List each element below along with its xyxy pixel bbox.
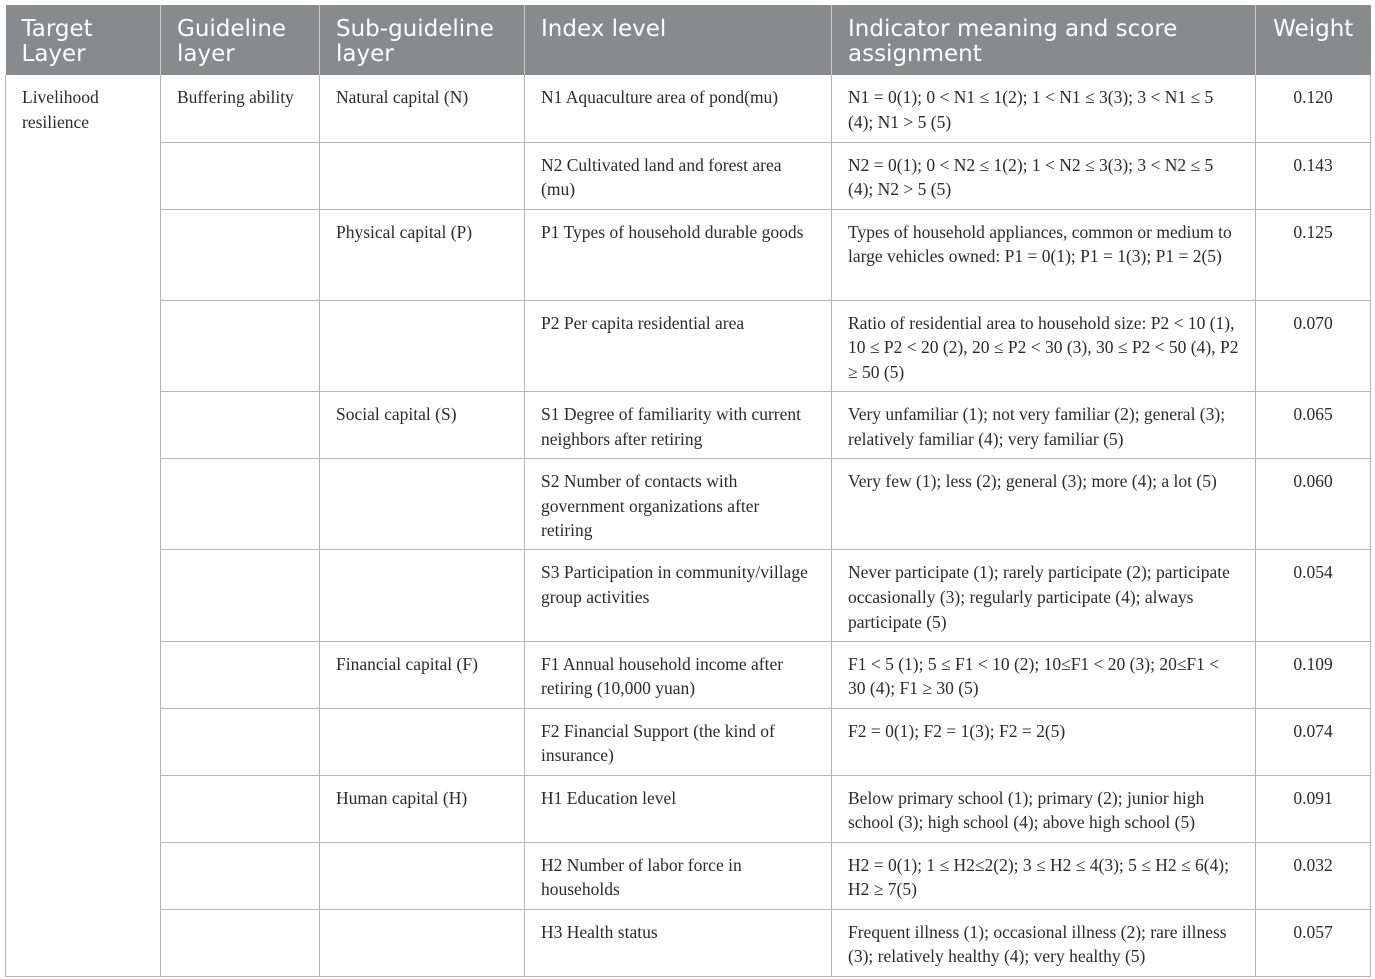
cell-sub-guideline-layer [320,550,525,641]
header-sub-guideline-layer: Sub-guideline layer [320,5,525,75]
cell-target-layer: Livelihood resilience [6,75,161,142]
cell-weight: 0.091 [1256,775,1371,842]
table-row [6,391,1371,458]
cell-weight: 0.074 [1256,708,1371,775]
cell-index-level: S1 Degree of familiarity with current neighbors after retiring [525,391,832,458]
cell-sub-guideline-layer [320,458,525,549]
header-weight: Weight [1256,5,1371,75]
cell-target-layer [6,641,161,708]
cell-sub-guideline-layer [320,909,525,976]
cell-indicator-meaning: Never participate (1); rarely participate (2); participate occasionally (3); regularly participate (4); always participate (5) [832,550,1256,641]
cell-guideline-layer [161,708,320,775]
cell-indicator-meaning: F1 < 5 (1); 5 ≤ F1 < 10 (2); 10≤F1 < 20 (3); 20≤F1 < 30 (4); F1 ≥ 30 (5) [832,641,1256,708]
table-row [6,842,1371,909]
cell-indicator-meaning: Very unfamiliar (1); not very familiar (2); general (3); relatively familiar (4); very familiar (5) [832,391,1256,458]
cell-sub-guideline-layer: Social capital (S) [320,391,525,458]
cell-guideline-layer [161,209,320,300]
header-index-level: Index level [525,5,832,75]
table-row [6,775,1371,842]
cell-target-layer [6,142,161,209]
cell-weight: 0.065 [1256,391,1371,458]
cell-index-level: S2 Number of contacts with government organizations after retiring [525,458,832,549]
cell-sub-guideline-layer [320,142,525,209]
cell-indicator-meaning: N2 = 0(1); 0 < N2 ≤ 1(2); 1 < N2 ≤ 3(3); 3 < N2 ≤ 5 (4); N2 > 5 (5) [832,142,1256,209]
cell-weight: 0.032 [1256,842,1371,909]
indicator-table [5,5,1371,977]
cell-guideline-layer: Buffering ability [161,75,320,142]
cell-guideline-layer [161,842,320,909]
cell-indicator-meaning: Frequent illness (1); occasional illness (2); rare illness (3); relatively healthy (4); very healthy (5) [832,909,1256,976]
cell-sub-guideline-layer [320,300,525,391]
table-row [6,75,1371,142]
table-row [6,909,1371,976]
cell-weight: 0.125 [1256,209,1371,300]
cell-index-level: F2 Financial Support (the kind of insurance) [525,708,832,775]
cell-index-level: H1 Education level [525,775,832,842]
cell-index-level: N1 Aquaculture area of pond(mu) [525,75,832,142]
cell-index-level: F1 Annual household income after retiring (10,000 yuan) [525,641,832,708]
cell-indicator-meaning: Types of household appliances, common or medium to large vehicles owned: P1 = 0(1); P1 = 1(3); P1 = 2(5) [832,209,1256,300]
cell-target-layer [6,909,161,976]
cell-sub-guideline-layer: Financial capital (F) [320,641,525,708]
cell-target-layer [6,842,161,909]
cell-guideline-layer [161,641,320,708]
cell-target-layer [6,708,161,775]
cell-guideline-layer [161,909,320,976]
cell-index-level: H2 Number of labor force in households [525,842,832,909]
cell-weight: 0.057 [1256,909,1371,976]
cell-index-level: N2 Cultivated land and forest area (mu) [525,142,832,209]
header-target-layer: Target Layer [6,5,161,75]
table-row [6,550,1371,641]
table-container [5,5,1370,977]
cell-weight: 0.143 [1256,142,1371,209]
cell-weight: 0.070 [1256,300,1371,391]
cell-indicator-meaning: Below primary school (1); primary (2); junior high school (3); high school (4); above high school (5) [832,775,1256,842]
cell-guideline-layer [161,300,320,391]
cell-sub-guideline-layer [320,842,525,909]
cell-guideline-layer [161,458,320,549]
cell-guideline-layer [161,775,320,842]
cell-target-layer [6,550,161,641]
cell-indicator-meaning: Ratio of residential area to household size: P2 < 10 (1), 10 ≤ P2 < 20 (2), 20 ≤ P2 < 30 (3), 30 ≤ P2 < 50 (4), P2 ≥ 50 (5) [832,300,1256,391]
cell-weight: 0.060 [1256,458,1371,549]
table-header-row [6,5,1371,75]
cell-guideline-layer [161,142,320,209]
table-row [6,209,1371,300]
header-guideline-layer: Guideline layer [161,5,320,75]
cell-target-layer [6,775,161,842]
table-row [6,142,1371,209]
cell-indicator-meaning: N1 = 0(1); 0 < N1 ≤ 1(2); 1 < N1 ≤ 3(3); 3 < N1 ≤ 5 (4); N1 > 5 (5) [832,75,1256,142]
header-indicator-meaning: Indicator meaning and score assignment [832,5,1256,75]
cell-index-level: P1 Types of household durable goods [525,209,832,300]
cell-target-layer [6,391,161,458]
table-row [6,708,1371,775]
cell-weight: 0.120 [1256,75,1371,142]
cell-sub-guideline-layer: Natural capital (N) [320,75,525,142]
cell-guideline-layer [161,550,320,641]
cell-sub-guideline-layer [320,708,525,775]
table-row [6,300,1371,391]
cell-index-level: H3 Health status [525,909,832,976]
cell-sub-guideline-layer: Physical capital (P) [320,209,525,300]
cell-index-level: P2 Per capita residential area [525,300,832,391]
cell-indicator-meaning: Very few (1); less (2); general (3); more (4); a lot (5) [832,458,1256,549]
cell-index-level: S3 Participation in community/village group activities [525,550,832,641]
cell-guideline-layer [161,391,320,458]
table-row [6,641,1371,708]
cell-indicator-meaning: F2 = 0(1); F2 = 1(3); F2 = 2(5) [832,708,1256,775]
cell-target-layer [6,300,161,391]
cell-weight: 0.109 [1256,641,1371,708]
table-row [6,458,1371,549]
cell-target-layer [6,458,161,549]
cell-indicator-meaning: H2 = 0(1); 1 ≤ H2≤2(2); 3 ≤ H2 ≤ 4(3); 5 ≤ H2 ≤ 6(4); H2 ≥ 7(5) [832,842,1256,909]
cell-target-layer [6,209,161,300]
cell-weight: 0.054 [1256,550,1371,641]
cell-sub-guideline-layer: Human capital (H) [320,775,525,842]
